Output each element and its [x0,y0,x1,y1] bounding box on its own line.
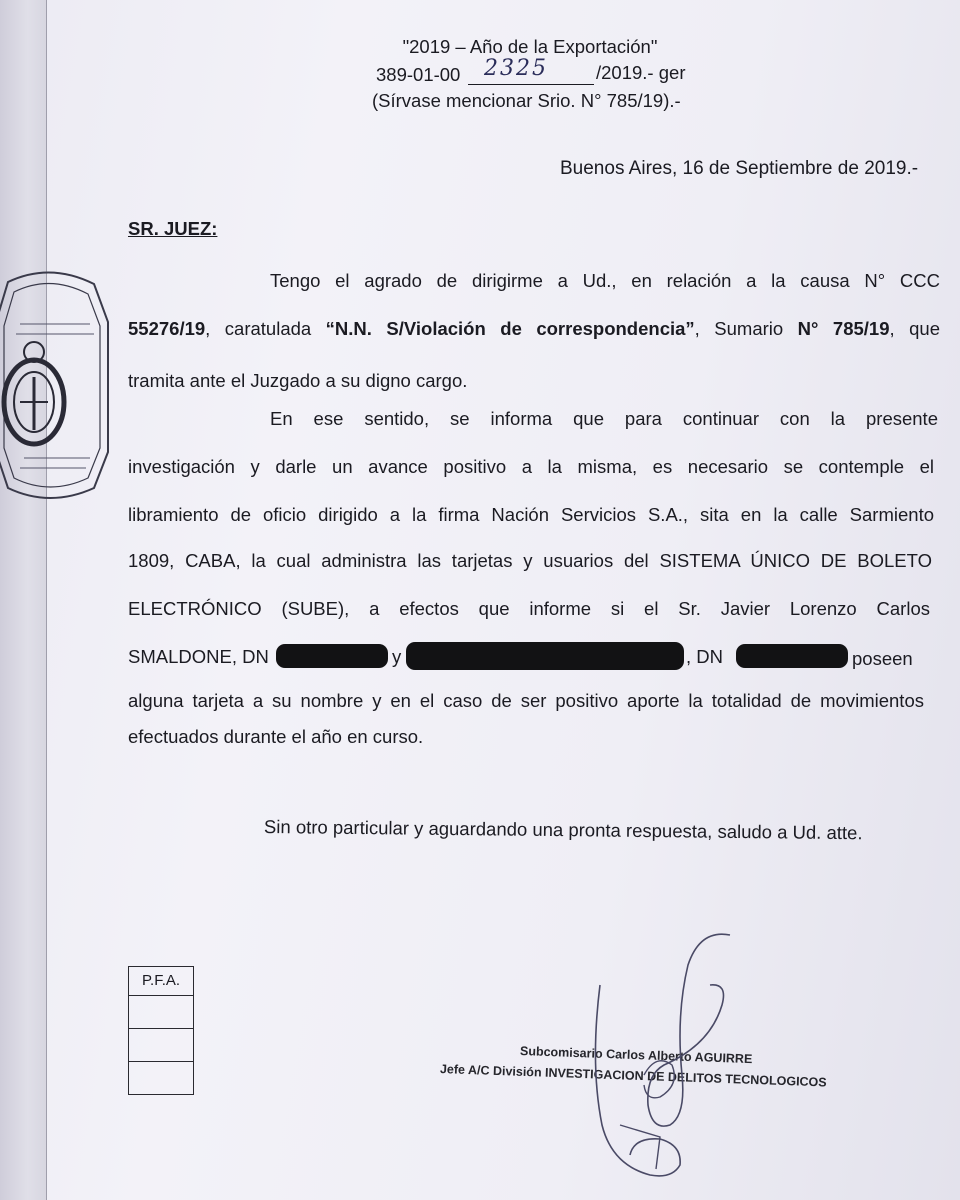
reference-handwritten-number: 2325 [484,56,548,81]
paragraph2-line2: investigación y darle un avance positivo a la misma, es necesario se contemple el [128,456,934,477]
date-line: Buenos Aires, 16 de Septiembre de 2019.- [560,158,919,179]
police-seal-stamp [0,262,116,508]
pfa-box [128,966,194,1095]
reference-note: (Sírvase mencionar Srio. N° 785/19).- [372,90,681,111]
text-fragment: , caratulada [205,318,326,339]
signatory-title: Jefe A/C División INVESTIGACION DE DELITOS TECNOLOGICOS [439,1062,827,1090]
paragraph1-line1: Tengo el agrado de dirigirme a Ud., en relación a la causa N° CCC [270,270,940,291]
page-fold-shadow [0,0,47,1200]
paragraph2-line5: ELECTRÓNICO (SUBE), a efectos que informe si el Sr. Javier Lorenzo Carlos [128,598,930,619]
case-title: “N.N. S/Violación de correspondencia” [325,318,695,339]
paragraph2-line6-end: poseen [852,648,913,669]
paragraph2-line6-start: SMALDONE, DN [128,646,269,667]
paragraph1-line2 [128,318,940,340]
closing-line: Sin otro particular y aguardando una pronta respuesta, saludo a Ud. atte. [263,816,863,844]
text-fragment: , Sumario [694,318,798,339]
pfa-box-cell [129,1029,193,1062]
text-fragment: , que [889,318,940,339]
case-number: 55276/19 [128,318,206,339]
paragraph2-line3: libramiento de oficio dirigido a la firma Nación Servicios S.A., sita en la calle Sarmiento [128,504,934,525]
paragraph2-line6-dni: , DN [686,646,723,667]
sumario-number: N° 785/19 [797,318,890,339]
handwritten-signature [560,925,760,1195]
reference-suffix: /2019.- ger [596,62,686,83]
redaction-bar [276,644,388,668]
paragraph2-line1: En ese sentido, se informa que para continuar con la presente [270,408,938,429]
pfa-box-cell [129,996,193,1029]
pfa-label: P.F.A. [129,967,193,996]
paragraph2-line7: alguna tarjeta a su nombre y en el caso de ser positivo aporte la totalidad de movimientos [128,690,924,711]
salutation: SR. JUEZ: [128,218,218,239]
paragraph2-line4: 1809, CABA, la cual administra las tarjetas y usuarios del SISTEMA ÚNICO DE BOLETO [128,550,932,571]
reference-prefix: 389-01-00 [376,64,461,85]
paragraph2-line6-conj: y [392,646,402,667]
signatory-name: Subcomisario Carlos Alberto AGUIRRE [519,1044,753,1067]
document-motto: "2019 – Año de la Exportación" [402,36,658,57]
redaction-bar [736,644,848,668]
paragraph1-line3: tramita ante el Juzgado a su digno cargo. [128,370,468,391]
reference-blank-line [468,84,594,85]
paragraph2-line8: efectuados durante el año en curso. [128,726,424,747]
redaction-bar [406,642,684,670]
pfa-box-cell [129,1062,193,1094]
